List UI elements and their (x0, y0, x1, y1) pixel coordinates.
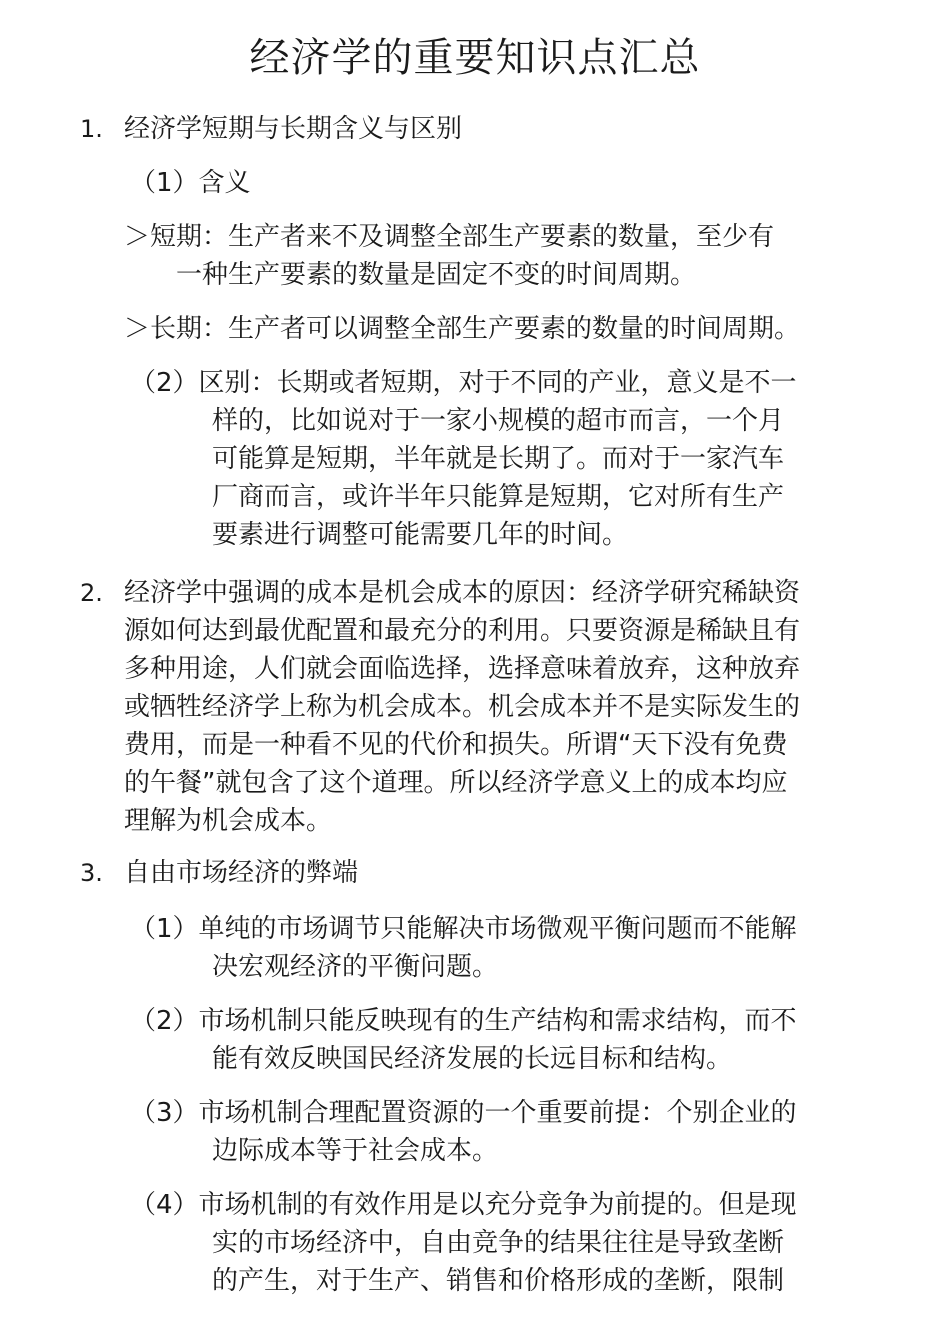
section-3-item-3 (130, 1094, 797, 1170)
item-3-line-1: （3）市场机制合理配置资源的一个重要前提：个别企业的 (130, 1098, 797, 1128)
para-line-6: 的午餐”就包含了这个道理。所以经济学意义上的成本均应 (124, 768, 788, 798)
section-3-heading: 自由市场经济的弊端 (124, 858, 359, 888)
section-3-number: 3. (80, 859, 103, 887)
section-3-item-1 (130, 910, 797, 986)
sub2-line-3: 可能算是短期，半年就是长期了。而对于一家汽车 (212, 444, 785, 474)
long-term-definition: ＞长期：生产者可以调整全部生产要素的数量的时间周期。 (124, 314, 801, 344)
section-1-number: 1. (80, 115, 103, 143)
section-2-paragraph (124, 574, 800, 840)
para-line-7: 理解为机会成本。 (124, 806, 333, 836)
para-line-1: 经济学中强调的成本是机会成本的原因：经济学研究稀缺资 (124, 578, 801, 608)
section-1-heading: 经济学短期与长期含义与区别 (124, 114, 463, 144)
para-line-4: 或牺牲经济学上称为机会成本。机会成本并不是实际发生的 (124, 692, 801, 722)
para-line-3: 多种用途，人们就会面临选择，选择意味着放弃，这种放弃 (124, 654, 801, 684)
section-3-item-2 (130, 1002, 797, 1078)
page-title: 经济学的重要知识点汇总 (249, 35, 701, 81)
section-1-sub1-label: （1）含义 (130, 168, 251, 198)
item-2-line-1: （2）市场机制只能反映现有的生产结构和需求结构，而不 (130, 1006, 797, 1036)
sub2-line-4: 厂商而言，或许半年只能算是短期，它对所有生产 (212, 482, 785, 512)
para-line-2: 源如何达到最优配置和最充分的利用。只要资源是稀缺且有 (124, 616, 801, 646)
section-1-sub2-difference (130, 364, 797, 554)
sub2-line-5: 要素进行调整可能需要几年的时间。 (212, 520, 629, 550)
short-term-definition (124, 218, 774, 294)
item-4-line-3: 的产生，对于生产、销售和价格形成的垄断，限制 (212, 1266, 785, 1296)
section-2-number: 2. (80, 579, 103, 607)
item-4-line-2: 实的市场经济中，自由竞争的结果往往是导致垄断 (212, 1228, 785, 1258)
sub2-line-2: 样的，比如说对于一家小规模的超市而言，一个月 (212, 406, 785, 436)
item-1-line-2: 决宏观经济的平衡问题。 (212, 952, 499, 982)
sub2-line-1: （2）区别：长期或者短期，对于不同的产业，意义是不一 (130, 368, 797, 398)
item-1-line-1: （1）单纯的市场调节只能解决市场微观平衡问题而不能解 (130, 914, 797, 944)
short-term-line-1: ＞短期：生产者来不及调整全部生产要素的数量，至少有 (124, 222, 775, 252)
para-line-5: 费用，而是一种看不见的代价和损失。所谓“天下没有免费 (124, 730, 788, 760)
item-2-line-2: 能有效反映国民经济发展的长远目标和结构。 (212, 1044, 733, 1074)
item-3-line-2: 边际成本等于社会成本。 (212, 1136, 499, 1166)
section-3-item-4 (130, 1186, 797, 1300)
item-4-line-1: （4）市场机制的有效作用是以充分竞争为前提的。但是现 (130, 1190, 797, 1220)
short-term-line-2: 一种生产要素的数量是固定不变的时间周期。 (176, 260, 697, 290)
